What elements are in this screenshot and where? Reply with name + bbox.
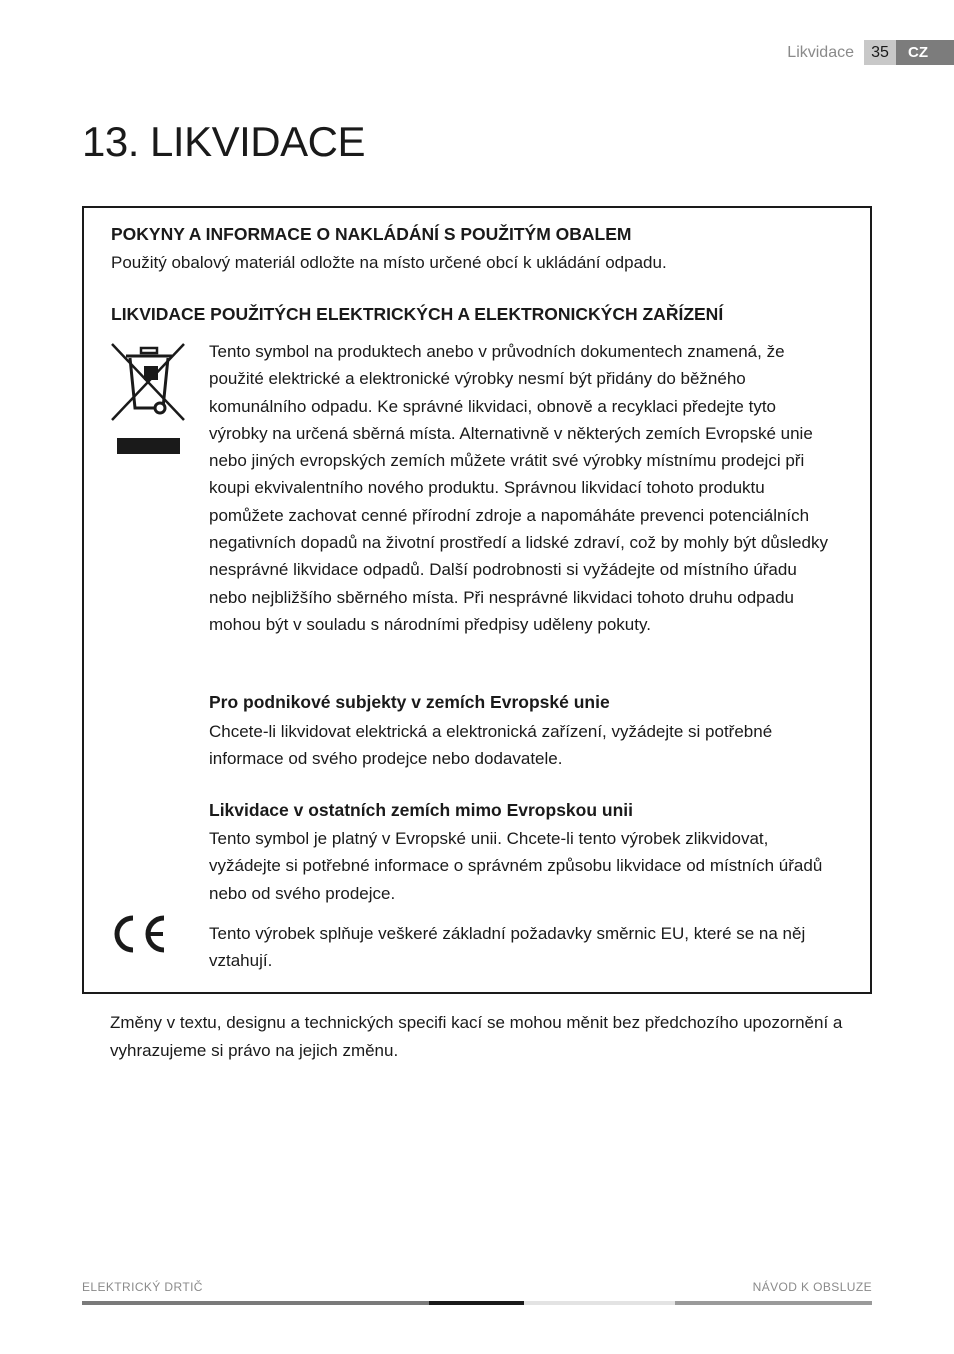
footer-bar-segment [675, 1301, 872, 1305]
ce-text: Tento výrobek splňuje veškeré základní požadavky směrnic EU, které se na něj vztahují. [209, 924, 806, 971]
footer-bar-segment [82, 1301, 429, 1305]
crossed-out-wheelie-bin-icon [108, 342, 188, 456]
footer-bar-segment [524, 1301, 675, 1305]
weee-text: Tento symbol na produktech anebo v průvodních dokumentech znamená, že použité elektrické a elektronické výrobky nesmí být přidány do běžného komunálního odpadu. Ke správné likvidaci, obnově a recyklaci předejte tyto výrobky na určená sběrná místa. Alternativně v některých zemích Evropské unie nebo jiných evropských zemích můžete vrátit své výrobky místnímu prodejci při koupi ekvivalentního nového produktu. Správnou likvidací tohoto produktu pomůžete zachovat cenné přírodní zdroje a napomáháte prevenci potenciálních negativních dopadů na životní prostředí a lidské zdraví, což by mohly být důsledky nesprávné likvidace odpadů. Další podrobnosti si vyžádejte od místního úřadu nebo nejbližšího sběrného místa. Při nesprávné likvidaci tohoto druhu odpadu mohou být v souladu s národními předpisy uděleny pokuty. [209, 342, 828, 634]
footer-doc-name: NÁVOD K OBSLUZE [752, 1280, 872, 1294]
packaging-text: Použitý obalový materiál odložte na místo určené obcí k ukládání odpadu. [111, 253, 667, 272]
outside-eu-heading: Likvidace v ostatních zemích mimo Evropskou unii [209, 800, 633, 820]
weee-heading: LIKVIDACE POUŽITÝCH ELEKTRICKÝCH A ELEKTRONICKÝCH ZAŘÍZENÍ [111, 304, 724, 324]
ce-mark-icon [108, 912, 168, 956]
page-title: 13. LIKVIDACE [82, 118, 365, 165]
language-badge: CZ [896, 40, 954, 65]
packaging-heading: POKYNY A INFORMACE O NAKLÁDÁNÍ S POUŽITÝM OBALEM [111, 224, 632, 244]
header-section-title: Likvidace [787, 43, 854, 61]
footer-product-name: ELEKTRICKÝ DRTIČ [82, 1280, 203, 1294]
business-heading: Pro podnikové subjekty v zemích Evropské unie [209, 692, 610, 712]
page-header [787, 40, 954, 65]
footer-bar-segment [429, 1301, 524, 1305]
outside-eu-text: Tento symbol je platný v Evropské unii. Chcete-li tento výrobek zlikvidovat, vyžádejte si potřebné informace o správném způsobu likvidace od místních úřadů nebo od svého prodejce. [209, 829, 823, 903]
change-notice: Změny v textu, designu a technických specifi kací se mohou měnit bez předchozího upozornění a vyhrazujeme si právo na jejich změnu. [110, 1013, 843, 1060]
business-text: Chcete-li likvidovat elektrická a elektronická zařízení, vyžádejte si potřebné informace od svého prodejce nebo dodavatele. [209, 722, 773, 769]
footer-divider-bar [82, 1301, 872, 1305]
page-number: 35 [864, 40, 896, 65]
